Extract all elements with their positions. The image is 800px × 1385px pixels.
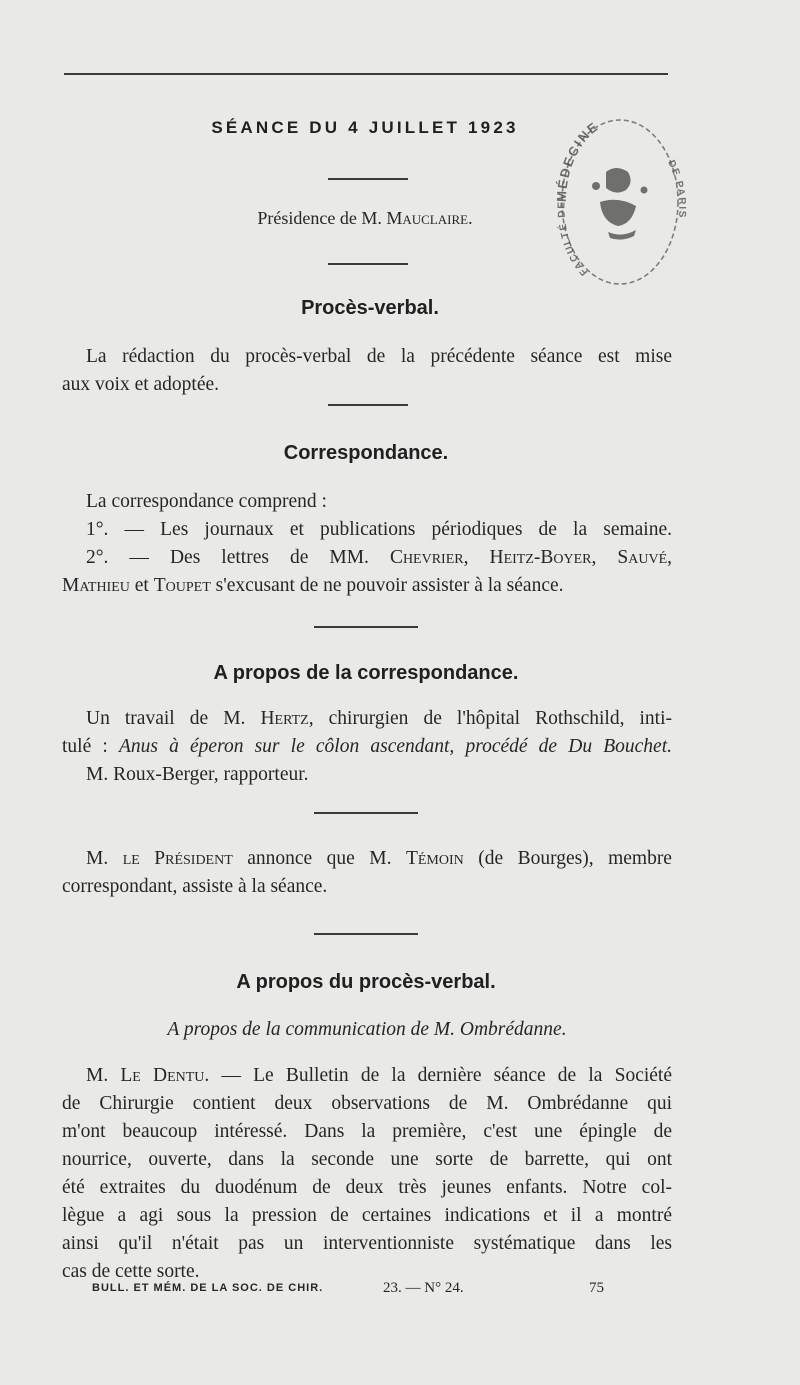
svg-text:DE PARIS: [665, 158, 687, 219]
name-toupet: Toupet: [153, 575, 211, 596]
text-line: La correspondance comprend :: [86, 491, 327, 512]
text-line: 1°. — Les journaux et publications périodiques de la semaine.: [86, 519, 672, 540]
page-number: 75: [589, 1280, 604, 1296]
title-president: le Président: [122, 848, 233, 869]
top-rule: [64, 73, 668, 75]
footer-journal: BULL. ET MÉM. DE LA SOC. DE CHIR.: [92, 1282, 324, 1294]
text-span: . — Le Bulletin de la dernière séance de la Société: [204, 1065, 672, 1086]
connector-text: et: [129, 575, 154, 596]
text-line: correspondant, assiste à la séance.: [62, 876, 328, 897]
section-title-apropos-correspondance: A propos de la correspondance.: [213, 662, 519, 684]
footer-issue: 23. — N° 24.: [383, 1280, 464, 1296]
text-line: [62, 544, 672, 572]
name-hertz: Hertz: [260, 708, 309, 729]
text-line: nourrice, ouverte, dans la seconde une sorte de barrette, qui ont: [62, 1149, 672, 1170]
text-span: M.: [86, 1065, 121, 1086]
apropos-correspondance-paragraph: [62, 705, 672, 789]
text-line: [62, 1062, 672, 1090]
separator-rule: [328, 178, 408, 180]
president-name: Mauclaire.: [386, 208, 473, 228]
name-mathieu: Mathieu: [62, 575, 130, 596]
text-line: M. Roux-Berger, rapporteur.: [86, 764, 309, 785]
text-span: tulé :: [62, 736, 119, 757]
text-line: lègue a agi sous la pression de certaines indications et il a montré: [62, 1205, 672, 1226]
text-span: M.: [86, 848, 123, 869]
separator-rule: [314, 933, 418, 935]
correspondance-paragraph: [62, 488, 672, 600]
work-title: Anus à éperon sur le côlon ascendant, procédé de Du Bouchet.: [118, 736, 672, 757]
stamp-text-left: FACULTÉ DE: [556, 200, 591, 278]
text-line: m'ont beaucoup intéressé. Dans la première, c'est une épingle de: [62, 1121, 672, 1142]
le-dentu-paragraph: [62, 1062, 672, 1286]
text-span: annonce que M.: [232, 848, 406, 869]
stamp-text-top: MÉDECINE: [553, 118, 602, 203]
separator-rule: [314, 812, 418, 814]
text-line: [62, 733, 672, 761]
text-line: aux voix et adoptée.: [62, 374, 220, 395]
proces-verbal-paragraph: [62, 343, 672, 399]
svg-text:FACULTÉ DE: [555, 200, 590, 277]
section-title-proces-verbal: Procès-verbal.: [301, 297, 439, 319]
text-line: ainsi qu'il n'était pas un interventionniste systématique dans les: [62, 1233, 672, 1254]
text-line: cas de cette sorte.: [62, 1261, 200, 1282]
text-line: été extraites du duodénum de deux très jeunes enfants. Notre col-: [62, 1177, 672, 1198]
text-line: La rédaction du procès-verbal de la précédente séance est mise: [86, 346, 672, 367]
section-title-correspondance: Correspondance.: [283, 442, 449, 464]
text-span: , chirurgien de l'hôpital Rothschild, inti-: [308, 708, 672, 729]
text-line: de Chirurgie contient deux observations de M. Ombrédanne qui: [62, 1093, 672, 1114]
text-span: (de Bourges), membre: [463, 848, 672, 869]
text-line: [62, 705, 672, 733]
text-line: [62, 845, 672, 873]
item2-start: 2°. — Des lettres de MM.: [86, 547, 369, 568]
stamp-text-right: DE PARIS: [665, 158, 688, 220]
president-paragraph: [62, 845, 672, 901]
section-subtitle: A propos de la communication de M. Ombrédanne.: [167, 1019, 567, 1040]
separator-rule: [328, 404, 408, 406]
item2-end: s'excusant de ne pouvoir assister à la séance.: [210, 575, 564, 596]
seance-title: SÉANCE DU 4 JUILLET 1923: [211, 118, 519, 137]
text-span: Un travail de M.: [86, 708, 261, 729]
section-title-apropos-proces-verbal: A propos du procès-verbal.: [236, 971, 496, 993]
presidence-prefix: Présidence de M.: [257, 208, 382, 228]
separator-rule: [314, 626, 418, 628]
name-temoin: Témoin: [405, 848, 464, 869]
text-line: [62, 572, 672, 600]
name-le-dentu: Le Dentu: [120, 1065, 205, 1086]
library-stamp: [548, 102, 688, 302]
item2-names: Chevrier, Heitz-Boyer, Sauvé,: [389, 547, 672, 568]
separator-rule: [328, 263, 408, 265]
